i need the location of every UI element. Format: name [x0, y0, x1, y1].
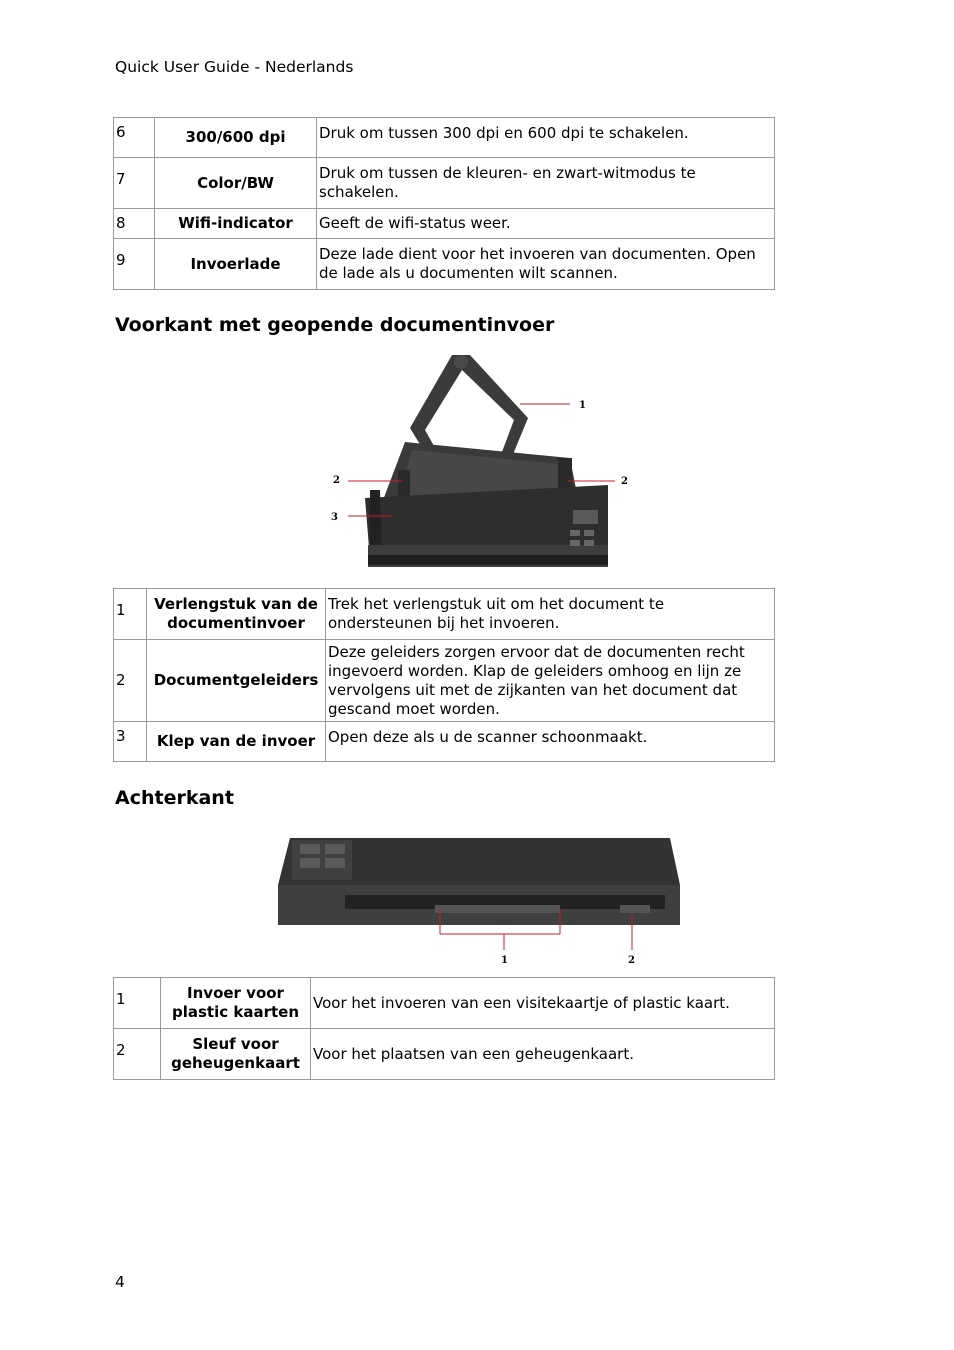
row-number: 6: [114, 118, 155, 158]
scanner-front-image: [320, 350, 640, 585]
page-header: Quick User Guide - Nederlands: [115, 58, 354, 76]
row-number: 2: [114, 640, 147, 722]
row-number: 9: [114, 239, 155, 290]
row-description: Geeft de wifi-status weer.: [317, 209, 775, 239]
row-number: 2: [114, 1029, 161, 1080]
row-name: Color/BW: [155, 158, 317, 209]
row-number: 7: [114, 158, 155, 209]
callout-label: 1: [501, 955, 508, 966]
section-title-back: Achterkant: [115, 787, 234, 809]
table-row: [114, 589, 775, 640]
callout-label: 2: [628, 955, 635, 966]
scanner-back-image: [270, 830, 690, 970]
table-row: [114, 640, 775, 722]
table-row: [114, 209, 775, 239]
row-description: Open deze als u de scanner schoonmaakt.: [326, 722, 775, 762]
page-number: 4: [115, 1273, 125, 1291]
row-description: Deze geleiders zorgen ervoor dat de documenten recht ingevoerd worden. Klap de geleiders omhoog en lijn ze vervolgens uit met de zijkanten van het document dat gescand moet worden.: [326, 640, 775, 722]
row-number: 1: [114, 978, 161, 1029]
row-description: Voor het plaatsen van een geheugenkaart.: [311, 1029, 775, 1080]
row-description: Druk om tussen 300 dpi en 600 dpi te schakelen.: [317, 118, 775, 158]
row-name: Invoerlade: [155, 239, 317, 290]
callout-label: 1: [579, 400, 586, 411]
row-number: 3: [114, 722, 147, 762]
section-title-front: Voorkant met geopende documentinvoer: [115, 314, 555, 336]
table-row: [114, 239, 775, 290]
row-name: Documentgeleiders: [147, 640, 326, 722]
row-name: Wifi-indicator: [155, 209, 317, 239]
table-row: [114, 158, 775, 209]
row-name: Sleuf voor geheugenkaart: [161, 1029, 311, 1080]
table-row: [114, 722, 775, 762]
callout-label: 3: [331, 512, 338, 523]
table-row: [114, 118, 775, 158]
callout-label: 2: [621, 476, 628, 487]
callout-label: 2: [333, 475, 340, 486]
row-name: Klep van de invoer: [147, 722, 326, 762]
table-row: [114, 978, 775, 1029]
row-number: 8: [114, 209, 155, 239]
spec-table-front: [113, 588, 775, 762]
spec-table-top: [113, 117, 775, 290]
row-number: 1: [114, 589, 147, 640]
table-row: [114, 1029, 775, 1080]
row-description: Trek het verlengstuk uit om het document te ondersteunen bij het invoeren.: [326, 589, 775, 640]
row-name: Invoer voor plastic kaarten: [161, 978, 311, 1029]
spec-table-back: [113, 977, 775, 1080]
row-name: 300/600 dpi: [155, 118, 317, 158]
row-description: Druk om tussen de kleuren- en zwart-witmodus te schakelen.: [317, 158, 775, 209]
row-description: Deze lade dient voor het invoeren van documenten. Open de lade als u documenten wilt scannen.: [317, 239, 775, 290]
row-name: Verlengstuk van de documentinvoer: [147, 589, 326, 640]
row-description: Voor het invoeren van een visitekaartje of plastic kaart.: [311, 978, 775, 1029]
